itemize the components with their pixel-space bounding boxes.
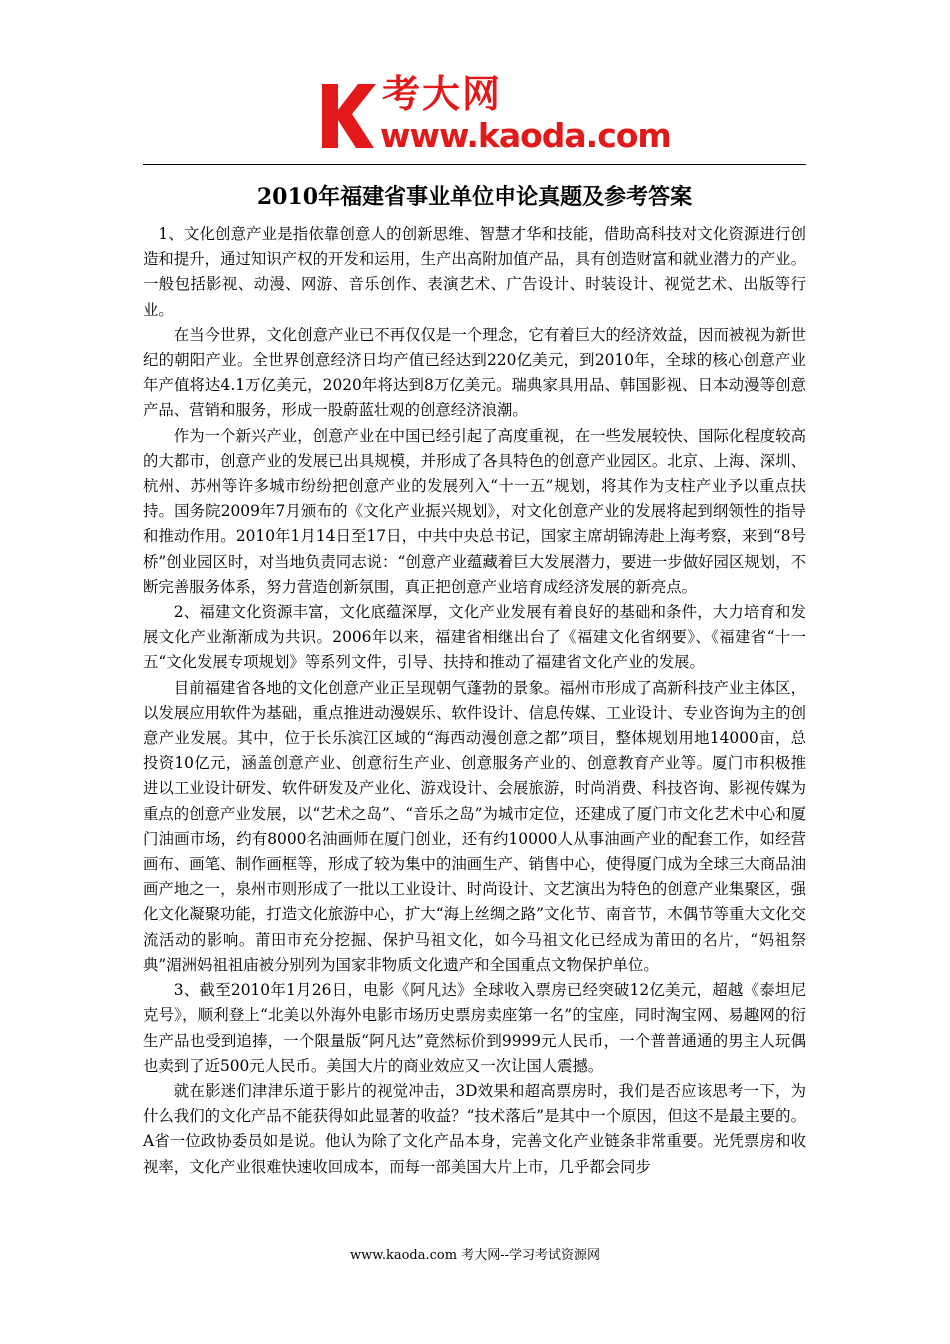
paragraph: 1、文化创意产业是指依靠创意人的创新思维、智慧才华和技能，借助高科技对文化资源进行创造和提升，通过知识产权的开发和运用，生产出高附加值产品，具有创造财富和就业潜力的产业。一般包括影视、动漫、网游、音乐创作、表演艺术、广告设计、时装设计、视觉艺术、出版等行业。 [143, 225, 806, 319]
document-title: 2010年福建省事业单位申论真题及参考答案 [256, 184, 693, 210]
kaoda-logo[interactable] [318, 72, 671, 162]
paragraph: 目前福建省各地的文化创意产业正呈现朝气蓬勃的景象。福州市形成了高新科技产业主体区，以发展应用软件为基础，重点推进动漫娱乐、软件设计、信息传媒、工业设计、专业咨询为主的创意产业发展。其中，位于长乐滨江区域的“海西动漫创意之都”项目，整体规划用地14000亩，总投资10亿元，涵盖创意产业、创意衍生产业、创意服务产业的、创意教育产业等。厦门市积极推进以工业设计研发、软件研发及产业化、游戏设计、会展旅游，时尚消费、科技咨询、影视传媒为重点的创意产业发展，以“艺术之岛”、“音乐之岛”为城市定位，还建成了厦门市文化艺术中心和厦门油画市场，约有8000名油画师在厦门创业，还有约10000人从事油画产业的配套工作，如经营画布、画笔、制作画框等，形成了较为集中的油画生产、销售中心，使得厦门成为全球三大商品油画产地之一，泉州市则形成了一批以工业设计、时尚设计、文艺演出为特色的创意产业集聚区，强化文化凝聚功能，打造文化旅游中心，扩大“海上丝绸之路”文化节、南音节，木偶节等重大文化交流活动的影响。莆田市充分挖掘、保护马祖文化，如今马祖文化已经成为莆田的名片，“妈祖祭典”湄洲妈祖祖庙被分别列为国家非物质文化遗产和全国重点文物保护单位。 [143, 678, 806, 974]
page-footer: www.kaoda.com 考大网--学习考试资源网 [350, 1248, 600, 1263]
logo-brand-cn: 考大网 [382, 72, 503, 116]
logo-brand-url: www.kaoda.com [380, 116, 671, 155]
paragraph: 就在影迷们津津乐道于影片的视觉冲击，3D效果和超高票房时，我们是否应该思考一下，为什么我们的文化产品不能获得如此显著的收益？“技术落后”是其中一个原因，但这不是最主要的。A省一位政协委员如是说。他认为除了文化产品本身，完善文化产业链条非常重要。光凭票房和收视率，文化产业很难快速收回成本，而每一部美国大片上市，几乎都会同步 [143, 1081, 806, 1176]
header-divider [143, 164, 806, 165]
paragraph: 作为一个新兴产业，创意产业在中国已经引起了高度重视，在一些发展较快、国际化程度较高的大都市，创意产业的发展已出具规模，并形成了各具特色的创意产业园区。北京、上海、深圳、杭州、苏州等许多城市纷纷把创意产业的发展列入“十一五”规划，将其作为支柱产业予以重点扶持。国务院2009年7月颁布的《文化产业振兴规划》，对文化创意产业的发展将起到纲领性的指导和推动作用。2010年1月14日至17日，中共中央总书记，国家主席胡锦涛赴上海考察，来到“8号桥”创业园区时，对当地负责同志说：“创意产业蕴藏着巨大发展潜力，要进一步做好园区规划，不断完善服务体系，努力营造创新氛围，真正把创意产业培育成经济发展的新亮点。 [143, 426, 806, 596]
logo-k-mark-icon [318, 80, 378, 150]
document-body [143, 222, 806, 1180]
paragraph: 3、截至2010年1月26日，电影《阿凡达》全球收入票房已经突破12亿美元，超越《泰坦尼克号》，顺利登上“北美以外海外电影市场历史票房卖座第一名”的宝座，同时淘宝网、易趣网的衍生产品也受到追捧，一个限量版“阿凡达”竟然标价到9999元人民币，一个普普通通的男主人玩偶也卖到了近500元人民币。美国大片的商业效应又一次让国人震撼。 [143, 981, 806, 1075]
paragraph: 在当今世界，文化创意产业已不再仅仅是一个理念，它有着巨大的经济效益，因而被视为新世纪的朝阳产业。全世界创意经济日均产值已经达到220亿美元，到2010年，全球的核心创意产业年产值将达4.1万亿美元，2020年将达到8万亿美元。瑞典家具用品、韩国影视、日本动漫等创意产品、营销和服务，形成一股蔚蓝壮观的创意经济浪潮。 [143, 325, 806, 420]
paragraph: 2、福建文化资源丰富，文化底蕴深厚，文化产业发展有着良好的基础和条件，大力培育和发展文化产业渐渐成为共识。2006年以来，福建省相继出台了《福建文化省纲要》、《福建省“十一五“文化发展专项规划》等系列文件，引导、扶持和推动了福建省文化产业的发展。 [143, 603, 806, 672]
